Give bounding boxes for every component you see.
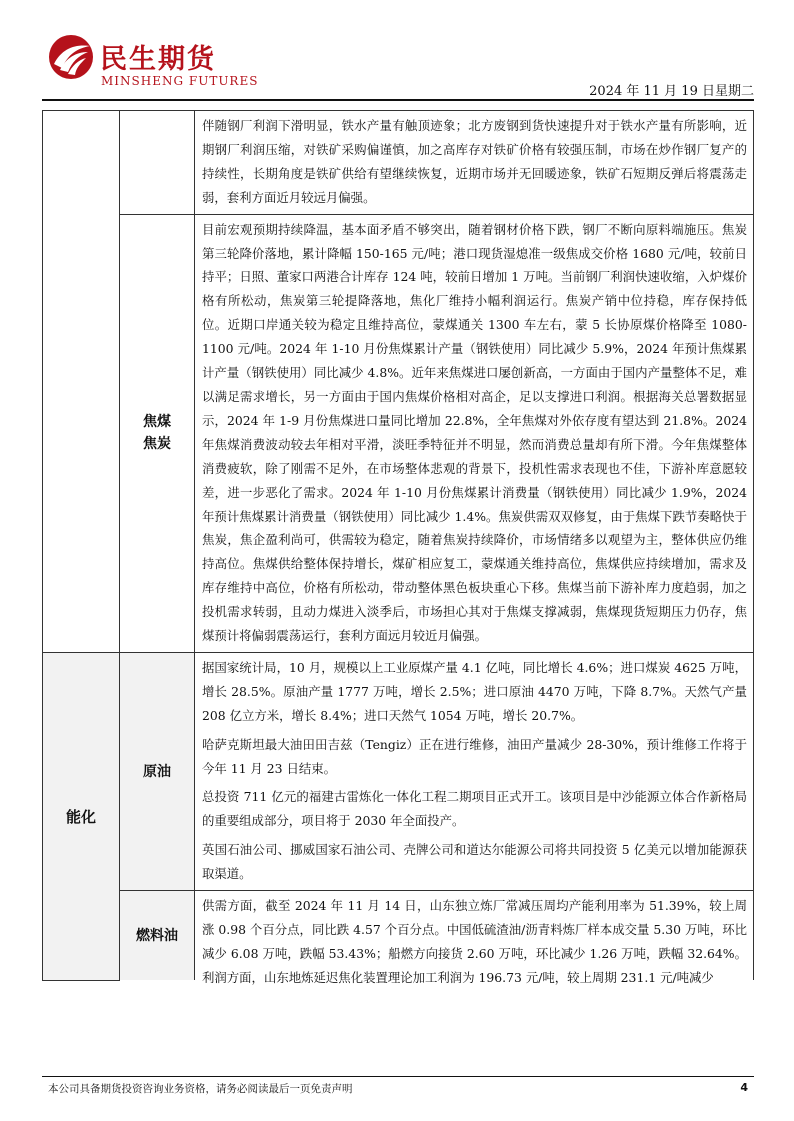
header-divider <box>42 99 754 101</box>
table-row-iron-ore <box>43 111 754 215</box>
crude-paragraph: 英国石油公司、挪威国家石油公司、壳牌公司和道达尔能源公司将共同投资 5 亿美元以增加能源获取渠道。 <box>202 842 747 882</box>
brand-name-cn: 民生期货 <box>100 44 216 75</box>
brand-name-en: MINSHENG FUTURES <box>101 74 259 88</box>
fuel-oil-analysis <box>195 891 754 985</box>
table-row-crude <box>43 652 754 890</box>
coke-label: 焦炭 <box>143 436 171 453</box>
label-cell-fuel-oil: 燃料油 <box>120 891 195 981</box>
page-header <box>42 22 754 100</box>
label-cell-crude: 原油 <box>120 652 195 890</box>
commodity-table <box>42 110 754 985</box>
crude-paragraph: 总投资 711 亿元的福建古雷炼化一体化工程二期项目正式开工。该项目是中沙能源立体合作新格局的重要组成部分，项目将于 2030 年全面投产。 <box>202 789 747 829</box>
category-cell-energy: 能化 <box>43 652 120 980</box>
coal-label: 焦煤 <box>143 414 171 431</box>
footer-divider <box>42 1076 754 1077</box>
fuel-oil-text: 供需方面，截至 2024 年 11 月 14 日，山东独立炼厂常减压周均产能利用率为 51.39%，较上周涨 0.98 个百分点，同比跌 4.57 个百分点。中国低硫渣油/沥青料炼厂样本成交量 5.30 万吨，环比减少 6.08 万吨，跌幅 53.43%；船燃方向接货 2.60 万吨，环比减少 1.26 万吨，跌幅 32.64%。利润方面，山东地炼延迟焦化装置理论加工利润为 196.73 元/吨，较上周期 231.1 元/吨减少 <box>202 898 747 985</box>
page-number: 4 <box>740 1081 748 1094</box>
category-cell-black <box>43 111 120 653</box>
coal-analysis: 目前宏观预期持续降温，基本面矛盾不够突出，随着钢材价格下跌，钢厂不断向原料端施压。焦炭第三轮降价落地，累计降幅 150-165 元/吨；港口现货湿熄准一级焦成交价格 1680 元/吨，较前日持平；日照、董家口两港合计库存 124 吨，较前日增加 1 万吨。当前钢厂利润快速收缩，入炉煤价格有所松动，焦炭第三轮提降落地，焦化厂维持小幅利润运行。焦炭产销中位持稳，库存保持低位。近期口岸通关较为稳定且维持高位，蒙煤通关 1300 车左右，蒙 5 长协原煤价格降至 1080-1100 元/吨。2024 年 1-10 月份焦煤累计产量（钢铁使用）同比减少 5.9%，2024 年预计焦煤累计产量（钢铁使用）同比减少 4.8%。近年来焦煤进口屡创新高，一方面由于国内产量整体不足，难以满足需求增长，另一方面由于国内焦煤价格相对高企，足以支撑进口利润。根据海关总署数据显示，2024 年 1-9 月份焦煤进口量同比增加 22.8%，全年焦煤对外依存度有望达到 21.8%。2024 年焦煤消费波动较去年相对平滑，淡旺季特征并不明显，然而消费总量却有所下滑。今年焦煤整体消费疲软，除了刚需不足外，在市场整体悲观的背景下，投机性需求表现也不佳，下游补库意愿较差，进一步恶化了需求。2024 年 1-10 月份焦煤累计消费量（钢铁使用）同比减少 1.9%，2024 年预计焦煤累计消费量（钢铁使用）同比减少 1.4%。焦炭供需双双修复，由于焦煤下跌节奏略快于焦炭，焦企盈利尚可，供需较为稳定，随着焦炭持续降价，市场情绪多以观望为主，整体供应仍维持高位。焦煤供给整体保持增长，煤矿相应复工，蒙煤通关维持高位，焦煤供应持续增加，需求及库存维持中高位，价格有所松动，带动整体黑色板块重心下移。焦煤当前下游补库力度趋弱，加之投机需求转弱，且动力煤进入淡季后，市场担心其对于焦煤支撑减弱，焦煤现货短期压力仍存，焦煤预计将偏弱震荡运行，套利方面远月较近月偏强。 <box>195 214 754 652</box>
table-row-coal <box>43 214 754 652</box>
crude-analysis <box>195 652 754 890</box>
label-cell-coal <box>120 214 195 652</box>
minsheng-logo-icon <box>48 34 94 80</box>
report-date: 2024 年 11 月 19 日星期二 <box>589 84 754 99</box>
label-cell-iron-ore <box>120 111 195 215</box>
crude-paragraph: 哈萨克斯坦最大油田田吉兹（Tengiz）正在进行维修，油田产量减少 28-30%，预计维修工作将于今年 11 月 23 日结束。 <box>202 736 747 776</box>
iron-ore-analysis: 伴随钢厂利润下滑明显，铁水产量有触顶迹象；北方废钢到货快速提升对于铁水产量有所影响，近期钢厂利润压缩，对铁矿采购偏谨慎，加之高库存对铁矿价格有较强压制，市场在炒作钢厂复产的持续性，长期角度是铁矿供给有望继续恢复，近期市场并无回暖迹象，铁矿石短期反弹后将震荡走弱，套利方面近月较远月偏强。 <box>195 111 754 215</box>
footer-disclaimer: 本公司具备期货投资咨询业务资格，请务必阅读最后一页免责声明 <box>48 1083 353 1095</box>
crude-paragraph: 据国家统计局，10 月，规模以上工业原煤产量 4.1 亿吨，同比增长 4.6%；进口煤炭 4625 万吨，增长 28.5%。原油产量 1777 万吨，增长 2.5%；进口原油 4470 万吨，下降 8.7%。天然气产量 208 亿立方米，增长 8.4%；进口天然气 1054 万吨，增长 20.7%。 <box>202 659 747 723</box>
table-row-fuel-oil <box>43 891 754 981</box>
